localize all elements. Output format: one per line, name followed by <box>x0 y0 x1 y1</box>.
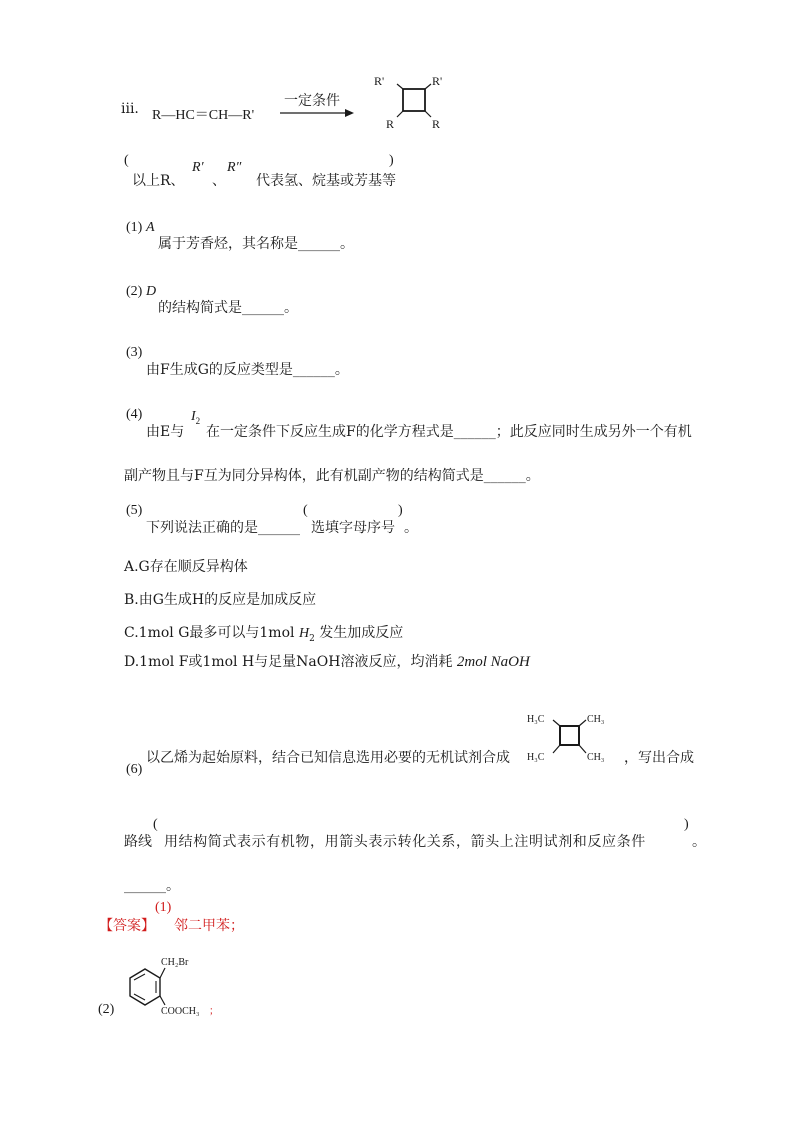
sub-bottom-right: R <box>432 117 441 131</box>
q2-var-d: D <box>146 284 157 299</box>
q2-number: (2) <box>126 284 143 299</box>
q6-line2-end: 。 <box>692 834 706 850</box>
answer-2-number: (2) <box>98 1002 115 1017</box>
q5-hint: 选填字母序号 <box>311 520 395 536</box>
answer-2-semicolon: ； <box>209 1006 219 1017</box>
reaction-label: iii. <box>121 101 139 117</box>
q6-text-b: ，写出合成 <box>624 750 694 766</box>
q1-text: 属于芳香烃，其名称是______。 <box>158 236 354 252</box>
q6-open-paren: ( <box>153 817 158 832</box>
q6-text-a: 以乙烯为起始原料，结合已知信息选用必要的无机试剂合成 <box>146 750 510 766</box>
methyl-bottom-right: CH₃ <box>587 752 605 763</box>
note-r2: R″ <box>227 160 242 175</box>
cyclobutane-ring <box>403 89 425 111</box>
reaction-arrow <box>278 106 358 120</box>
note-r1: R′ <box>192 160 204 175</box>
q5-text: 下列说法正确的是______ <box>146 520 300 536</box>
q4-i2: $I_2$ <box>191 409 201 426</box>
q1-number: (1) <box>126 220 143 235</box>
q5-end: 。 <box>404 520 418 536</box>
option-a: A.G存在顺反异构体 <box>124 559 248 575</box>
sub-top-left: R' <box>374 74 385 88</box>
reaction-reactant: R—HC＝CH—R' <box>152 108 255 123</box>
sub-top-right: R' <box>432 74 443 88</box>
q4-text-b: 在一定条件下反应生成F的化学方程式是______；此反应同时生成另外一个有机 <box>206 424 692 440</box>
cyclobutane-product <box>370 68 460 138</box>
tetramethylcyclobutane-structure <box>524 707 620 765</box>
q6-close-paren: ) <box>684 817 689 832</box>
q6-number: (6) <box>126 762 143 777</box>
q5-close-paren: ) <box>398 503 403 518</box>
q2-text: 的结构简式是______。 <box>158 300 298 316</box>
cooch3-label: COOCH₃ <box>161 1006 200 1017</box>
note-open-paren: ( <box>124 153 129 168</box>
q6-line2-prefix: 路线 <box>124 834 152 850</box>
note-sep: 、 <box>212 173 226 189</box>
q6-answer-blank: ______。 <box>124 878 180 894</box>
reaction-condition: 一定条件 <box>284 93 340 109</box>
methyl-top-right: CH₃ <box>587 714 605 725</box>
q4-text-c: 副产物且与F互为同分异构体，此有机副产物的结构简式是______。 <box>124 468 540 484</box>
answer-1-text: 邻二甲苯； <box>174 918 244 934</box>
note-prefix: 以上R、 <box>132 173 185 189</box>
q3-number: (3) <box>126 345 143 360</box>
option-c: C.1mol G最多可以与1mol $H_2$ 发生加成反应 <box>124 625 404 644</box>
option-d: D.1mol F或1mol H与足量NaOH溶液反应，均消耗 2mol NaOH <box>124 654 530 670</box>
q1-var-a: A <box>146 220 155 235</box>
methyl-bottom-left: H₃C <box>527 752 545 763</box>
q5-number: (5) <box>126 503 143 518</box>
answer-tag: 【答案】 <box>99 918 155 934</box>
cyclobutane-ring <box>560 726 579 745</box>
answer-2-structure <box>110 950 220 1022</box>
sub-bottom-left: R <box>386 117 395 131</box>
answer-1-number: (1) <box>155 900 172 915</box>
note-close-paren: ) <box>389 153 394 168</box>
q4-number: (4) <box>126 407 143 422</box>
q3-text: 由F生成G的反应类型是______。 <box>146 362 349 378</box>
q5-open-paren: ( <box>303 503 308 518</box>
option-b: B.由G生成H的反应是加成反应 <box>124 592 317 608</box>
q6-line2-middle: 用结构简式表示有机物，用箭头表示转化关系，箭头上注明试剂和反应条件 <box>164 834 646 850</box>
methyl-top-left: H₃C <box>527 714 545 725</box>
ch2br-label: CH₂Br <box>161 957 189 968</box>
q4-text-a: 由E与 <box>146 424 185 440</box>
note-suffix: 代表氢、烷基或芳基等 <box>256 173 396 189</box>
